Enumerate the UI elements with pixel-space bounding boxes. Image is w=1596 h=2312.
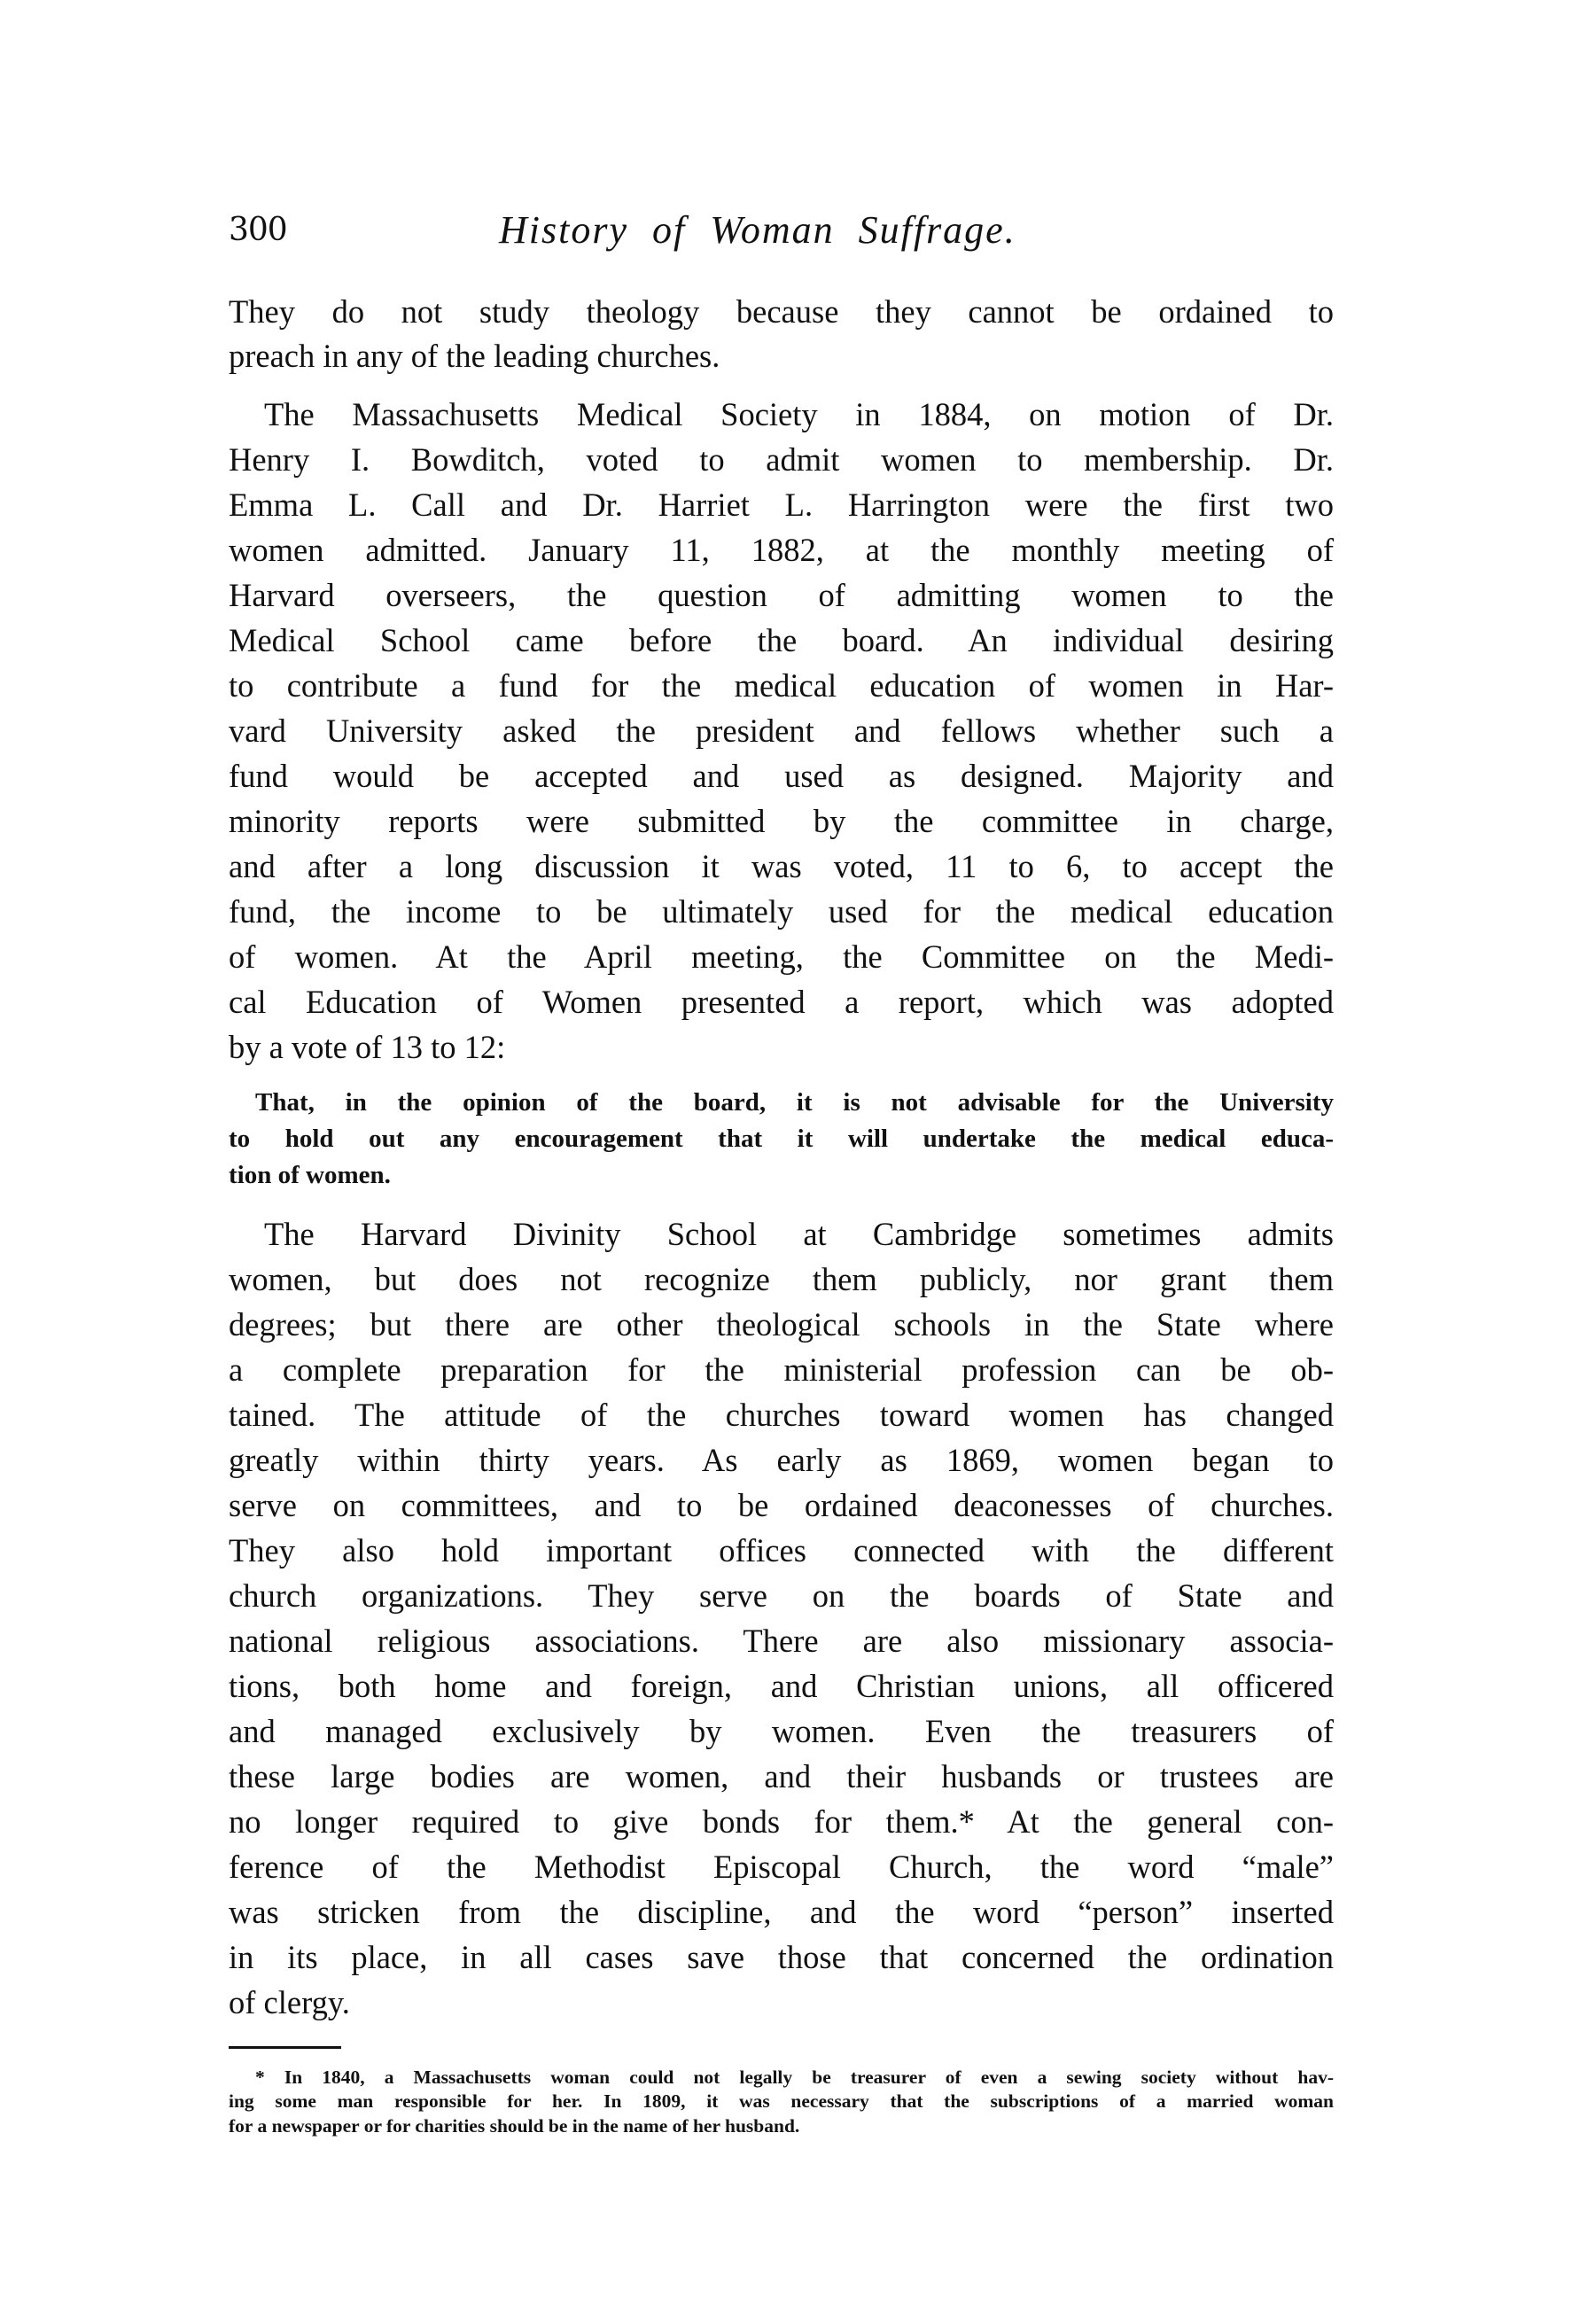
page-title: History of Woman Suffrage. [499,208,1016,252]
text-line: They do not study theology because they cannot be ordained to [229,293,1334,330]
text-line: tained. The attitude of the churches toward women has changed [229,1397,1334,1433]
text-line: ference of the Methodist Episcopal Church, the word “male” [229,1849,1334,1885]
text-line: Medical School came before the board. An individual desiring [229,622,1334,658]
text-line: to contribute a fund for the medical education of women in Har- [229,667,1334,704]
text-line: tions, both home and foreign, and Christian unions, all officered [229,1668,1334,1704]
running-head [229,204,1334,257]
text-line: national religious associations. There are also missionary associa- [229,1623,1334,1659]
text-line: by a vote of 13 to 12: [229,1029,506,1065]
text-line: They also hold important offices connected with the different [229,1532,1334,1569]
text-line: church organizations. They serve on the boards of State and [229,1577,1334,1614]
footnote-line: ing some man responsible for her. In 1809, it was necessary that the subscriptions of a married woman [229,2090,1334,2112]
page-number: 300 [229,212,287,248]
text-line: cal Education of Women presented a report, which was adopted [229,984,1334,1020]
text-line: The Harvard Divinity School at Cambridge sometimes admits [264,1216,1334,1252]
text-line: The Massachusetts Medical Society in 1884, on motion of Dr. [264,396,1334,432]
quote-line: That, in the opinion of the board, it is not advisable for the University [255,1088,1334,1117]
footnote-line: for a newspaper or for charities should be in the name of her husband. [229,2115,800,2137]
text-line: fund would be accepted and used as designed. Majority and [229,758,1334,794]
text-line: vard University asked the president and fellows whether such a [229,712,1334,749]
text-line: of women. At the April meeting, the Committee on the Medi- [229,938,1334,975]
text-line: fund, the income to be ultimately used for the medical education [229,893,1334,930]
text-line: serve on committees, and to be ordained deaconesses of churches. [229,1487,1334,1523]
text-line: and after a long discussion it was voted, 11 to 6, to accept the [229,848,1334,884]
text-line: greatly within thirty years. As early as 1869, women began to [229,1442,1334,1478]
text-line: no longer required to give bonds for them.* At the general con- [229,1803,1334,1840]
quote-line: to hold out any encouragement that it will undertake the medical educa- [229,1125,1334,1153]
footnote-line: * In 1840, a Massachusetts woman could not legally be treasurer of even a sewing society without hav- [255,2067,1334,2088]
text-line: preach in any of the leading churches. [229,338,720,374]
quote-line: tion of women. [229,1161,391,1189]
text-line: Henry I. Bowditch, voted to admit women to membership. Dr. [229,441,1334,478]
text-line: a complete preparation for the ministerial profession can be ob- [229,1351,1334,1388]
text-line: minority reports were submitted by the committee in charge, [229,803,1334,839]
text-line: Emma L. Call and Dr. Harriet L. Harrington were the first two [229,487,1334,523]
text-line: and managed exclusively by women. Even the treasurers of [229,1713,1334,1749]
text-line: degrees; but there are other theological schools in the State where [229,1306,1334,1343]
footnote-rule [229,2046,341,2049]
text-line: women admitted. January 11, 1882, at the monthly meeting of [229,532,1334,568]
text-line: of clergy. [229,1984,350,2020]
text-line: was stricken from the discipline, and the word “person” inserted [229,1894,1334,1930]
text-line: women, but does not recognize them publicly, nor grant them [229,1261,1334,1297]
text-line: Harvard overseers, the question of admitting women to the [229,577,1334,613]
text-line: in its place, in all cases save those that concerned the ordination [229,1939,1334,1975]
text-line: these large bodies are women, and their husbands or trustees are [229,1758,1334,1794]
